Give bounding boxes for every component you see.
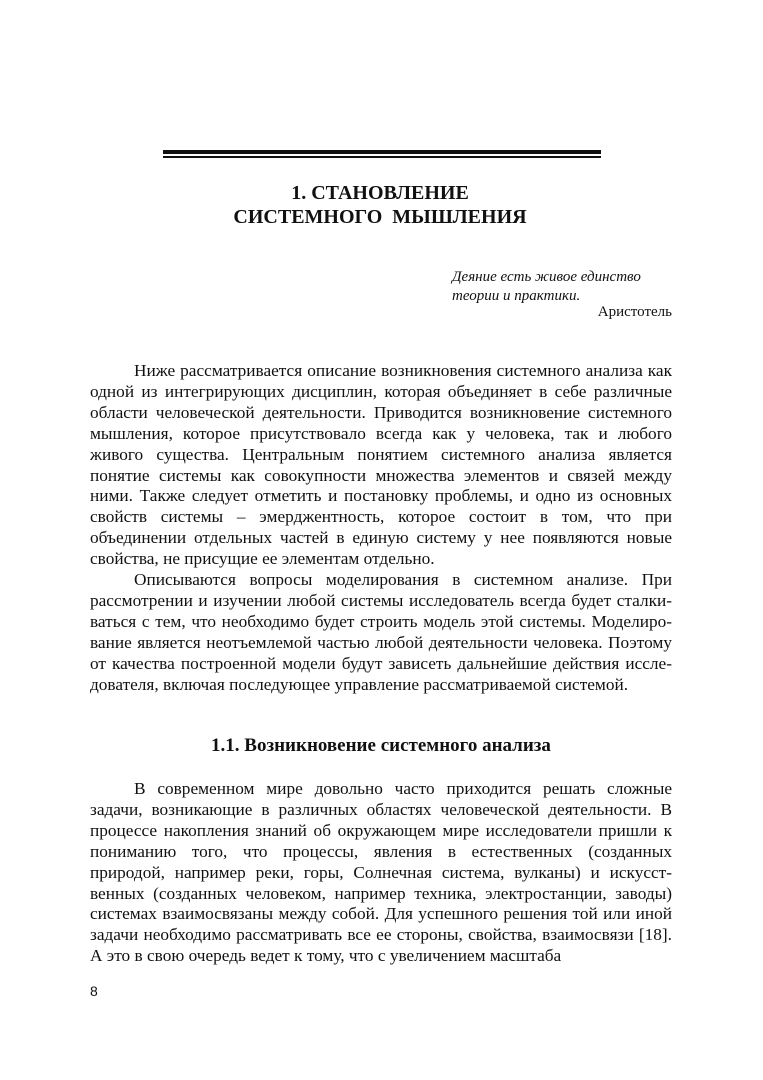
section-title: 1.1. Возникновение системного анализа — [211, 735, 551, 756]
header-rule-thick — [163, 150, 601, 154]
paragraph: Ниже рассматривается описание возникновения системного анализа как одной из интегрирующих дисциплин, которая объединяет в себе различные области человеческой деятельности. Приводится возникновение системного мышления, которое присутствовало всегда как у человека, так и любого живого существа. Центральным понятием системного анализа является понятие системы как совокупности множества элементов и связей между ними. Также следует отметить и постановку проблемы, и одно из основных свойств системы – эмерджентность, которое состоит в том, что при объединении отдельных частей в единую систему у нее появляются новые свойства, не присущие ее элементам отдельно. — [90, 361, 672, 569]
section-text — [90, 779, 672, 967]
chapter-title-line: СИСТЕМНОГО МЫШЛЕНИЯ — [233, 206, 527, 228]
chapter-title — [150, 181, 610, 229]
paragraph: Описываются вопросы моделирования в системном анализе. При рассмотрении и изучении любой системы исследователь всегда будет сталкиваться с тем, что необходимо будет строить модель этой системы. Моделирование является неотъемлемой частью любой деятельности человека. Поэтому от качества построенной модели будут зависеть дальнейшие действия исследователя, включая последующее управление рассматриваемой системой. — [90, 570, 672, 694]
epigraph-line: теории и практики. — [452, 288, 581, 304]
header-rule-thin — [163, 156, 601, 158]
page-number: 8 — [90, 983, 98, 999]
epigraph-line: Деяние есть живое единство — [452, 269, 641, 285]
chapter-title-line: 1. СТАНОВЛЕНИЕ — [291, 182, 469, 204]
epigraph-author: Аристотель — [597, 304, 672, 320]
intro-text — [90, 361, 672, 696]
paragraph: В современном мире довольно часто приходится решать сложные задачи, возникающие в различных областях человеческой деятельности. В процессе накопления знаний об окружающем мире исследователи пришли к пониманию того, что процессы, явления в естественных (созданных природой, например реки, горы, Солнечная система, вулканы) и искусственных (созданных человеком, например техника, электростанции, заводы) системах взаимосвязаны между собой. Для успешного решения той или иной задачи необходимо рассматривать все ее стороны, свойства, взаимосвязи [18]. А это в свою очередь ведет к тому, что с увеличением масштаба — [90, 779, 672, 966]
epigraph — [452, 268, 692, 306]
